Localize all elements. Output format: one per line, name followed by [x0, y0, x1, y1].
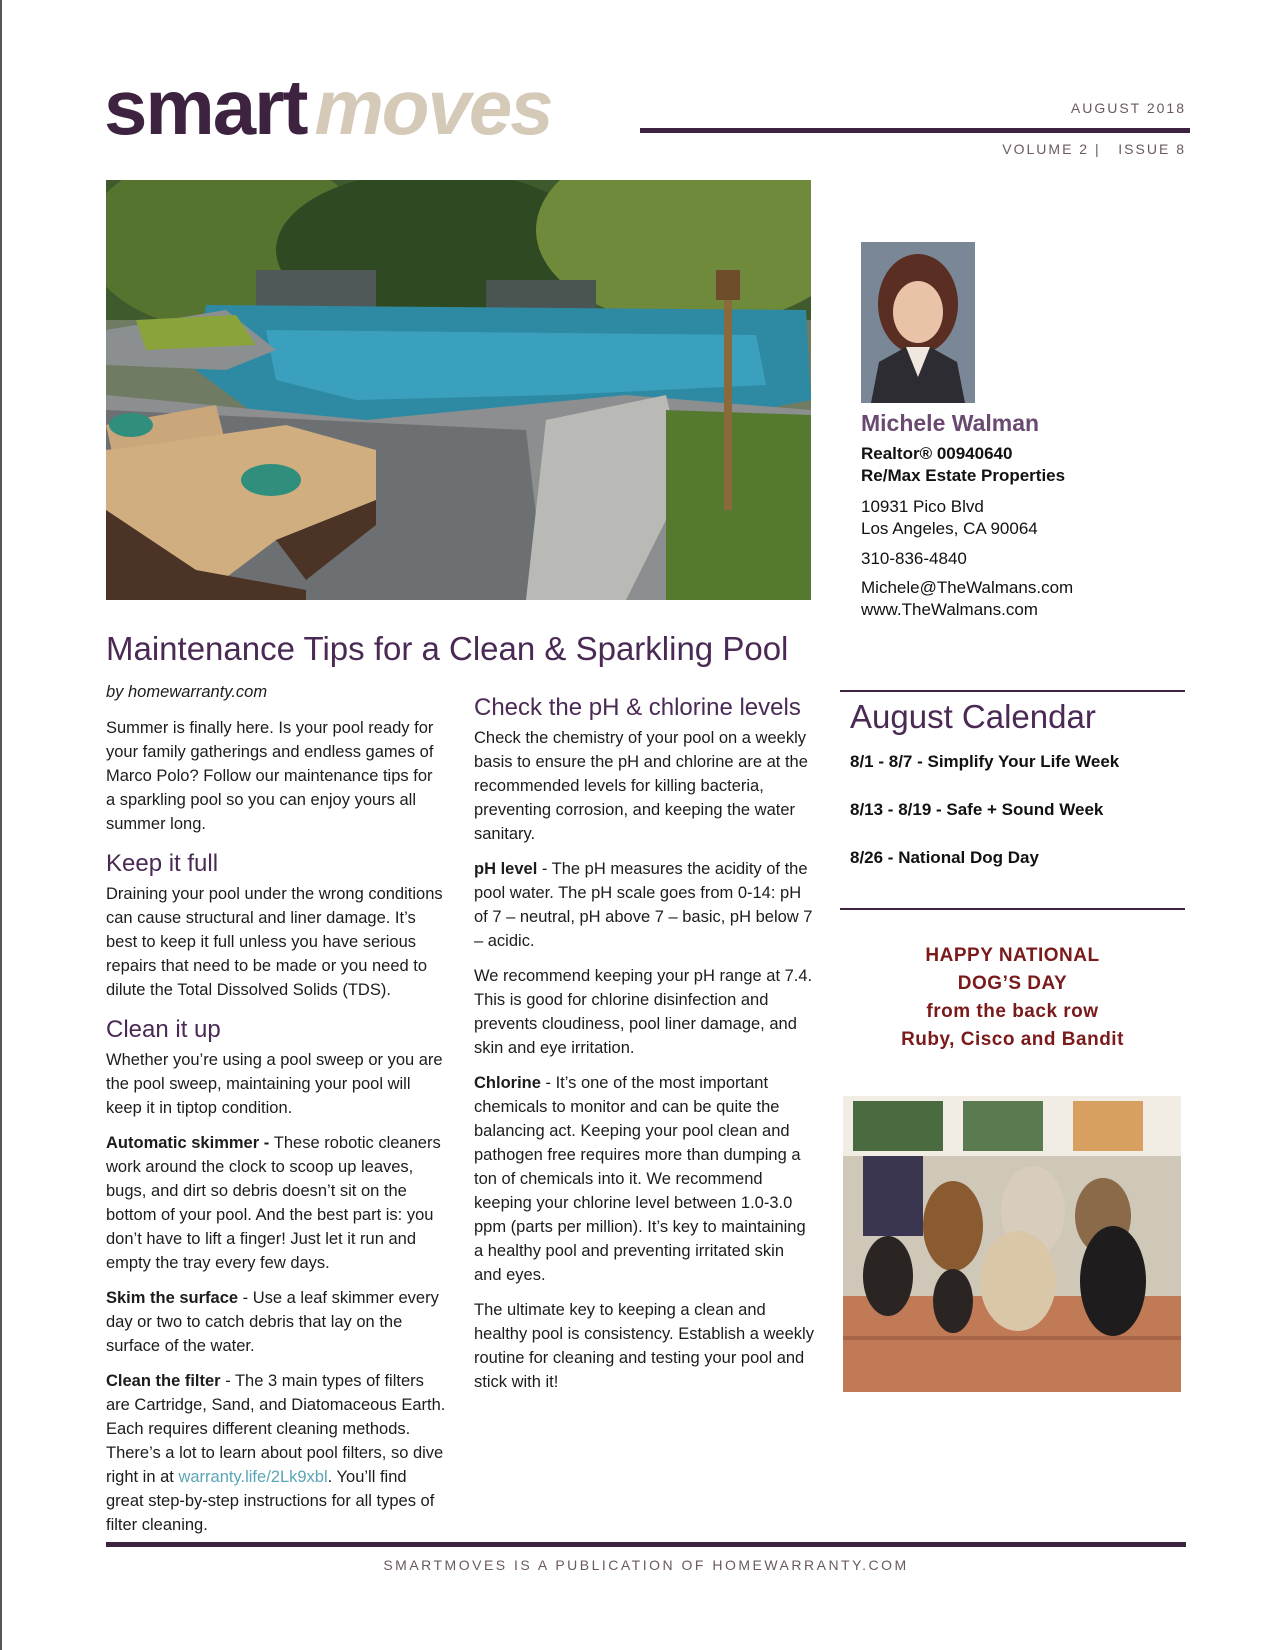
heading-ph-chlorine: Check the pH & chlorine levels: [474, 694, 801, 721]
issue-volume: [1002, 141, 1186, 157]
calendar-item: 8/1 - 8/7 - Simplify Your Life Week: [850, 752, 1120, 771]
text-ph-level: - The pH measures the acidity of the pool water. The pH scale goes from 0-14: pH of 7 – neutral, pH above 7 – basic, pH below 7 – acidic.: [474, 860, 813, 950]
issue-label: ISSUE 8: [1118, 141, 1186, 157]
brand-smart: smart: [104, 63, 307, 151]
agent-license: Realtor® 00940640: [861, 444, 1013, 463]
text-filter: - The 3 main types of filters are Cartridge, Sand, and Diatomaceous Earth. Each requires different cleaning methods. There’s a lot to learn about pool filters, so dive right in at: [106, 1372, 446, 1486]
agent-brokerage: Re/Max Estate Properties: [861, 466, 1066, 485]
brand-logo: [104, 63, 552, 151]
text-ph-recommend: We recommend keeping your pH range at 7.4. This is good for chlorine disinfection and prevents cloudiness, pool liner damage, and skin and eye irritation.: [474, 967, 813, 1057]
agent-address-line1: 10931 Pico Blvd: [861, 497, 984, 516]
dog-msg-line2: DOG’S DAY: [957, 973, 1068, 994]
article-column-right: [474, 680, 814, 1405]
footer-rule: [106, 1542, 1186, 1547]
paragraph-skim: [106, 1286, 446, 1358]
filter-link[interactable]: warranty.life/2Lk9xbl: [178, 1468, 328, 1486]
dog-msg-line4: Ruby, Cisco and Bandit: [901, 1029, 1124, 1050]
label-ph-level: pH level: [474, 860, 538, 878]
agent-portrait: [861, 242, 975, 403]
article-intro: Summer is finally here. Is your pool ready for your family gatherings and endless games of Marco Polo? Follow our maintenance tips for a sparkling pool so you can enjoy yours all summer long.: [106, 719, 434, 833]
text-skimmer: These robotic cleaners work around the clock to scoop up leaves, bugs, and dirt so debris doesn’t sit on the bottom of your pool. And the best part is: you don’t have to lift a finger! Just let it run and empty the tray every few days.: [106, 1134, 441, 1272]
footer-text: SMARTMOVES IS A PUBLICATION OF HOMEWARRANTY.COM: [383, 1557, 909, 1573]
text-closing: The ultimate key to keeping a clean and healthy pool is consistency. Establish a weekly routine for cleaning and testing your pool and stick with it!: [474, 1301, 814, 1391]
dog-msg-line1: HAPPY NATIONAL: [925, 945, 1100, 966]
heading-clean-up: Clean it up: [106, 1016, 221, 1043]
paragraph-skimmer: [106, 1131, 446, 1275]
agent-email[interactable]: Michele@TheWalmans.com: [861, 578, 1074, 597]
calendar-item: 8/13 - 8/19 - Safe + Sound Week: [850, 800, 1104, 819]
dog-day-message: [840, 942, 1185, 1054]
agent-address-line2: Los Angeles, CA 90064: [861, 519, 1038, 538]
text-skim: - Use a leaf skimmer every day or two to catch debris that lay on the surface of the water.: [106, 1289, 439, 1355]
calendar-bottom-rule: [840, 908, 1185, 910]
brand-moves: moves: [314, 63, 552, 151]
text-ph-intro: Check the chemistry of your pool on a weekly basis to ensure the pH and chlorine are at the recommended levels for killing bacteria, preventing corrosion, and keeping the water sanitary.: [474, 729, 808, 843]
article-byline: by homewarranty.com: [106, 683, 268, 701]
text-keep-full: Draining your pool under the wrong conditions can cause structural and liner damage. It’s best to keep it full unless you have serious repairs that need to be made or you need to dilute the Total Dissolved Solids (TDS).: [106, 885, 443, 999]
hero-pool-photo: [106, 180, 811, 600]
masthead-rule: [640, 128, 1190, 133]
label-chlorine: Chlorine: [474, 1074, 541, 1092]
label-skim: Skim the surface: [106, 1289, 239, 1307]
paragraph-ph-level: [474, 857, 814, 953]
agent-website[interactable]: www.TheWalmans.com: [861, 600, 1038, 619]
label-skimmer: Automatic skimmer -: [106, 1134, 274, 1152]
dog-msg-line3: from the back row: [926, 1001, 1099, 1022]
calendar-title: August Calendar: [850, 698, 1096, 735]
calendar-top-rule: [840, 690, 1185, 692]
agent-phone[interactable]: 310-836-4840: [861, 549, 967, 568]
issue-date: AUGUST 2018: [1070, 100, 1186, 116]
agent-name: Michele Walman: [861, 410, 1040, 436]
article-title: Maintenance Tips for a Clean & Sparkling Pool: [106, 630, 789, 667]
volume-divider: |: [1094, 141, 1113, 157]
page-edge: [0, 0, 2, 1650]
heading-keep-full: Keep it full: [106, 850, 219, 877]
calendar-item: 8/26 - National Dog Day: [850, 848, 1039, 867]
label-filter: Clean the filter: [106, 1372, 221, 1390]
paragraph-chlorine: [474, 1071, 814, 1287]
paragraph-filter: [106, 1369, 446, 1537]
text-clean-up: Whether you’re using a pool sweep or you are the pool sweep, maintaining your pool will keep it in tiptop condition.: [106, 1051, 443, 1117]
text-chlorine: - It’s one of the most important chemicals to monitor and can be quite the balancing act. Keeping your pool clean and pathogen free requires more than dumping a ton of chemicals into it. We recommend keeping your chlorine level between 1.0-3.0 ppm (parts per million). It’s key to maintaining a healthy pool and preventing irritated skin and eyes.: [474, 1074, 806, 1284]
text-filter-after: . You’ll find great step-by-step instructions for all types of filter cleaning.: [106, 1468, 435, 1534]
dogs-photo: [843, 1096, 1181, 1392]
volume-label: VOLUME 2: [1002, 141, 1090, 157]
article-column-left: [106, 680, 446, 1548]
